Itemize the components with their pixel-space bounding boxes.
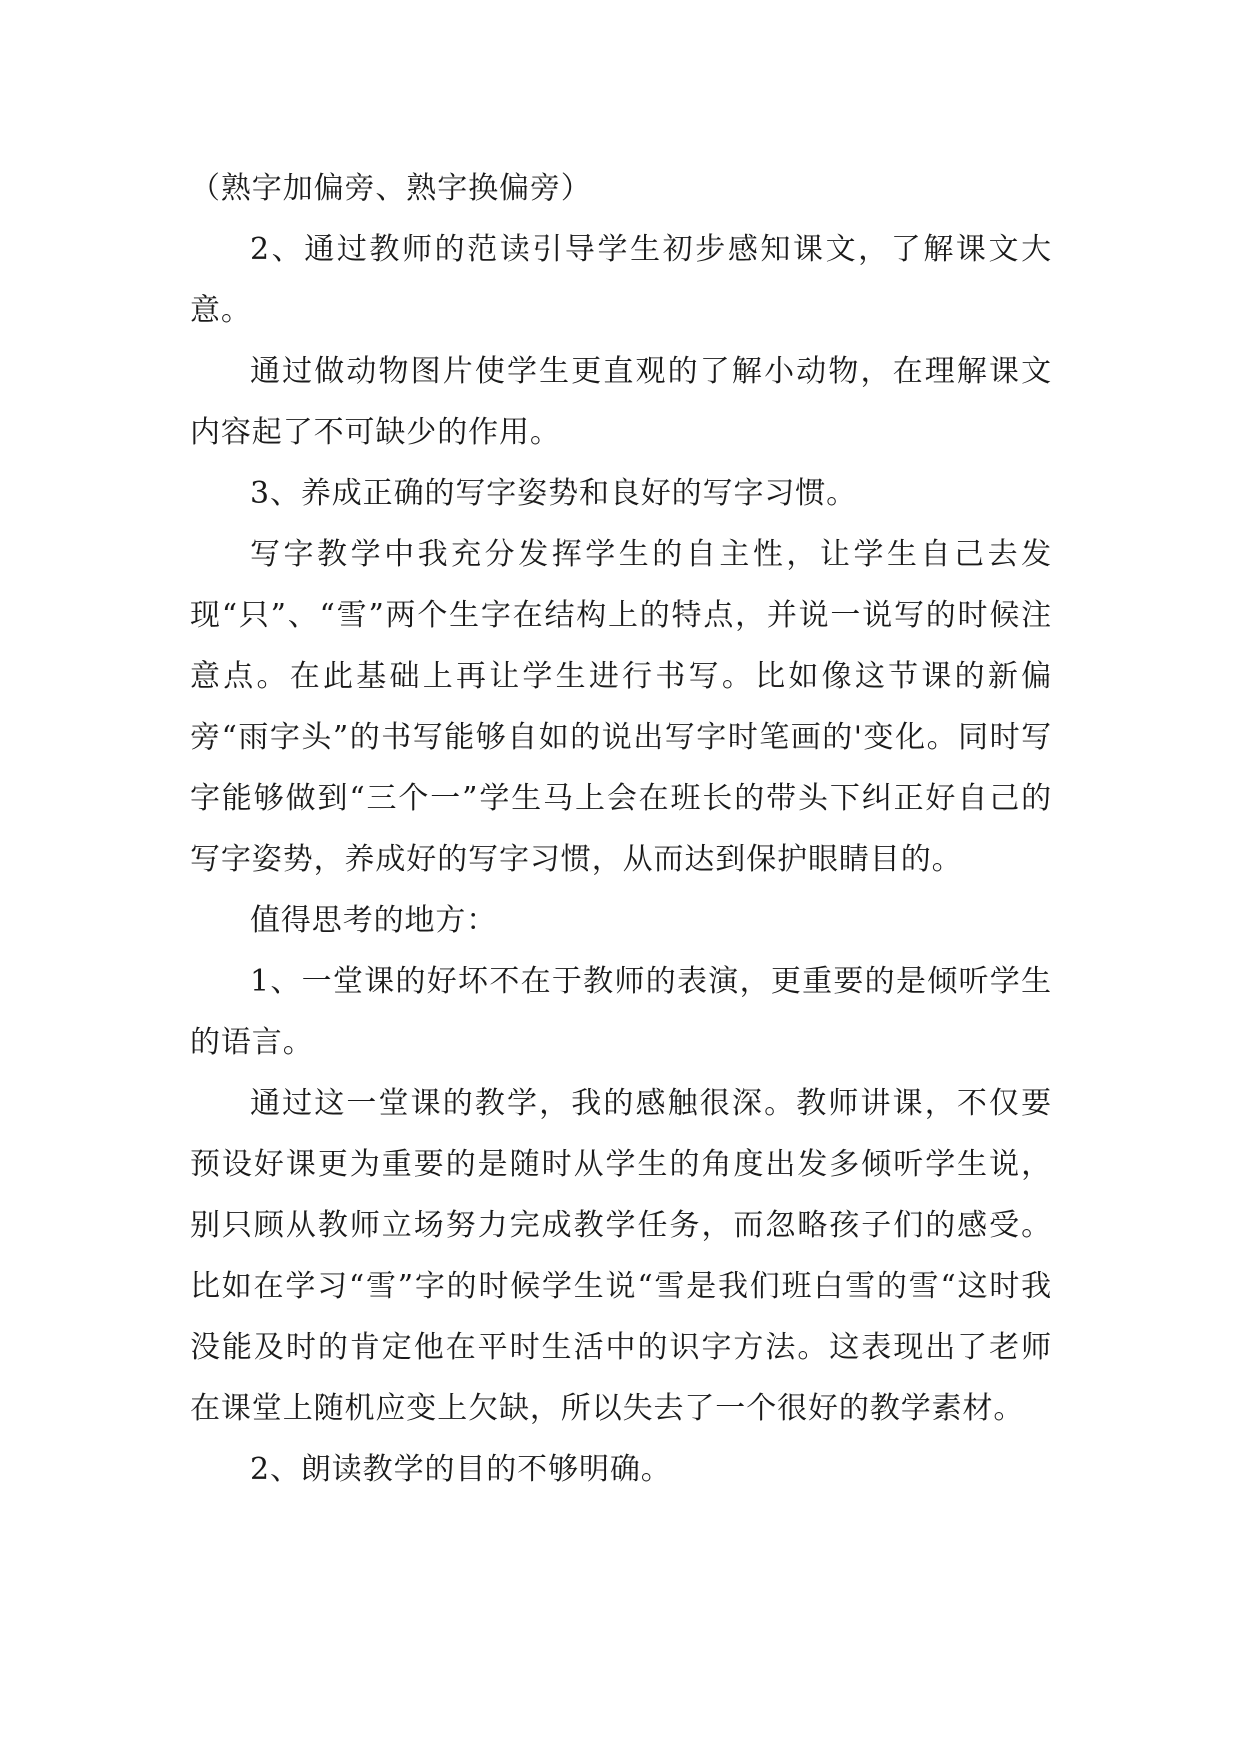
paragraph-4: 3、养成正确的写字姿势和良好的写字习惯。: [250, 476, 858, 511]
paragraph-7: 1、一堂课的好坏不在于教师的表演，更重要的是倾听学生的语言。: [190, 964, 1052, 1060]
paragraph-8: 通过这一堂课的教学，我的感触很深。教师讲课，不仅要预设好课更为重要的是随时从学生的角度出发多倾听学生说，别只顾从教师立场努力完成教学任务，而忽略孩子们的感受。比如在学习“雪”字的时候学生说“雪是我们班白雪的雪“这时我没能及时的肯定他在平时生活中的识字方法。这表现出了老师在课堂上随机应变上欠缺，所以失去了一个很好的教学素材。: [190, 1086, 1052, 1426]
paragraph-1: （熟字加偏旁、熟字换偏旁）: [190, 171, 592, 206]
paragraph-9: 2、朗读教学的目的不够明确。: [250, 1452, 672, 1487]
document-body: [190, 158, 1052, 1500]
paragraph-5: 写字教学中我充分发挥学生的自主性，让学生自己去发现“只”、“雪”两个生字在结构上的特点，并说一说写的时候注意点。在此基础上再让学生进行书写。比如像这节课的新偏旁“雨字头”的书写能够自如的说出写字时笔画的'变化。同时写字能够做到“三个一”学生马上会在班长的带头下纠正好自己的写字姿势，养成好的写字习惯，从而达到保护眼睛目的。: [190, 537, 1052, 877]
paragraph-2: 2、通过教师的范读引导学生初步感知课文，了解课文大意。: [190, 232, 1052, 328]
paragraph-6-heading: 值得思考的地方：: [250, 903, 498, 938]
paragraph-3: 通过做动物图片使学生更直观的了解小动物，在理解课文内容起了不可缺少的作用。: [190, 354, 1052, 450]
